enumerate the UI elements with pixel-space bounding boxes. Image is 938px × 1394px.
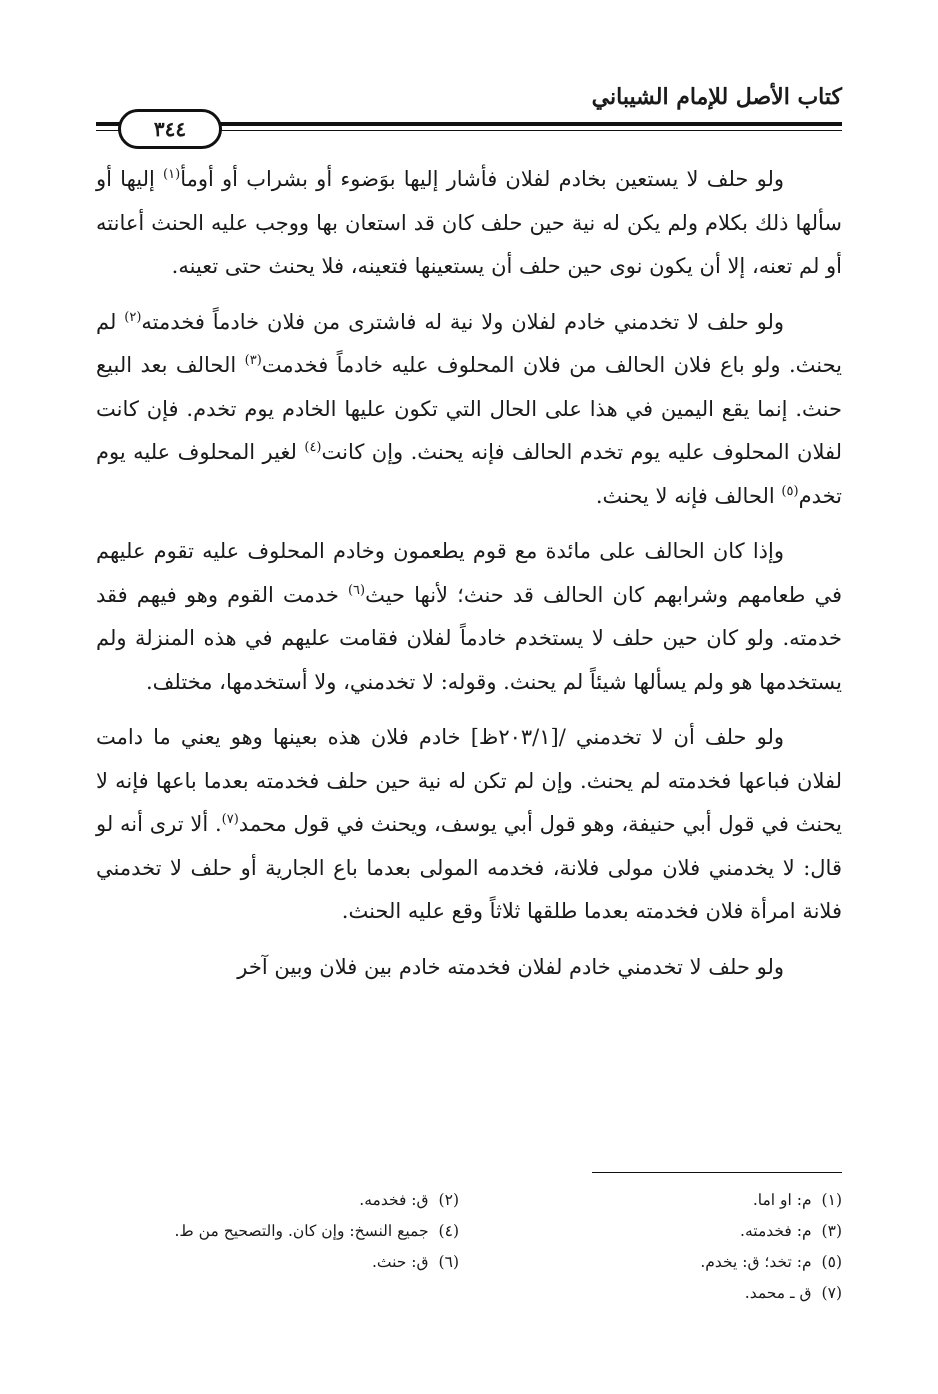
text-run: ولو حلف لا يستعين بخادم لفلان فأشار إليها بوَضوء أو بشراب أو أومأ xyxy=(180,167,784,191)
footnote-marker[interactable]: (١) xyxy=(163,167,181,182)
paragraph xyxy=(96,530,842,704)
footnote-number: (٧) xyxy=(821,1284,842,1302)
page-number-badge: ٣٤٤ xyxy=(118,109,222,149)
text-run: الحالف بعد البيع حنث. إنما يقع اليمين في هذا على الحال التي تكون عليها الخادم يوم تخدم. فإن كانت لفلان المحلوف عليه يوم تخدم الحالف فإنه يحنث. وإن كانت xyxy=(96,353,842,464)
footnote-number: (٥) xyxy=(821,1253,842,1271)
footnote-text: م: او اما. xyxy=(752,1191,812,1209)
paragraph xyxy=(96,158,842,289)
footnote-item xyxy=(96,1219,459,1244)
text-run: الحالف فإنه لا يحنث. xyxy=(595,483,782,508)
text-run: لم يحنث. ولو باع فلان الحالف من فلان المحلوف عليه خادماً فخدمت xyxy=(96,309,842,377)
footnote-text: ق ـ محمد. xyxy=(744,1284,812,1302)
footnote-number: (١) xyxy=(821,1191,842,1209)
footnote-separator xyxy=(592,1172,842,1173)
text-run: ولو حلف لا تخدمني خادم لفلان ولا نية له فاشترى من فلان خادماً فخدمته xyxy=(141,309,784,334)
text-run: خدمت القوم وهو فيهم فقد خدمته. ولو كان حين حلف لا يستخدم خادماً لفلان فقامت عليهم في هذه المنزلة ولم يستخدمها هو ولم يسألها شيئاً لم يحنث. وقوله: لا تخدمني، ولا أستخدمها، مختلف. xyxy=(96,582,842,694)
main-text xyxy=(96,158,842,989)
footnote-text: ق: حنث. xyxy=(371,1253,429,1271)
text-run: لغير المحلوف عليه يوم تخدم xyxy=(96,440,842,508)
text-run: . ألا ترى أنه لو قال: لا يخدمني فلان مولى فلانة، فخدمه المولى بعدما باع الجارية أو حلف لا تخدمني فلانة امرأة فلان فخدمته بعدما طلقها ثلاثاً وقع عليه الحنث. xyxy=(96,812,842,923)
footnote-item xyxy=(479,1281,842,1306)
footnote-marker[interactable]: (٣) xyxy=(244,353,262,368)
paragraph xyxy=(96,946,842,990)
running-header-title: كتاب الأصل للإمام الشيباني xyxy=(591,84,842,110)
text-run: إليها أو سألها ذلك بكلام ولم يكن له نية حين حلف كان قد استعان بها ووجب عليه الحنث أعانته أو لم تعنه، إلا أن يكون نوى حين حلف أن يستعينها فتعينه، فلا يحنث حتى تعينه. xyxy=(96,167,842,278)
footnote-item xyxy=(96,1250,459,1275)
footnote-marker[interactable]: (٢) xyxy=(124,309,142,325)
footnote-number: (٣) xyxy=(821,1222,842,1240)
footnote-item xyxy=(479,1188,842,1213)
footnote-item xyxy=(479,1219,842,1244)
footnotes xyxy=(96,1188,842,1306)
paragraph xyxy=(96,716,842,934)
footnote-marker[interactable]: (٦) xyxy=(347,582,366,598)
footnote-text: جميع النسخ: وإن كان. والتصحيح من ط. xyxy=(174,1222,429,1240)
footnote-number: (٢) xyxy=(438,1191,459,1209)
footnote-marker[interactable]: (٤) xyxy=(304,440,322,455)
footnote-number: (٦) xyxy=(438,1253,459,1271)
paragraph xyxy=(96,301,842,519)
footnote-marker[interactable]: (٧) xyxy=(221,812,239,827)
footnote-item xyxy=(479,1250,842,1275)
text-run: وإذا كان الحالف على مائدة مع قوم يطعمون وخادم المحلوف عليه تقوم عليهم في طعامهم وشرابهم كان الحالف قد حنث؛ لأنها حيث xyxy=(96,539,842,607)
footnote-text: ق: فخدمه. xyxy=(359,1191,429,1209)
text-run: ولو حلف أن لا تخدمني /[٢٠٣/١ظ] خادم فلان هذه بعينها وهو يعني ما دامت لفلان فباعها فخدمته لم يحنث. وإن لم تكن له نية حين حلف فخدمته بعدما باعها فإنه لا يحنث في قول أبي حنيفة، وهو قول أبي يوسف، ويحنث في قول محمد xyxy=(96,725,843,836)
text-run: ولو حلف لا تخدمني خادم لفلان فخدمته خادم بين فلان وبين آخر xyxy=(237,954,784,979)
footnote-text: م: تخد؛ ق: يخدم. xyxy=(700,1253,812,1271)
footnote-text: م: فخدمته. xyxy=(740,1222,812,1240)
footnote-marker[interactable]: (٥) xyxy=(781,483,799,499)
footnote-item xyxy=(96,1188,459,1213)
footnote-number: (٤) xyxy=(438,1222,459,1240)
